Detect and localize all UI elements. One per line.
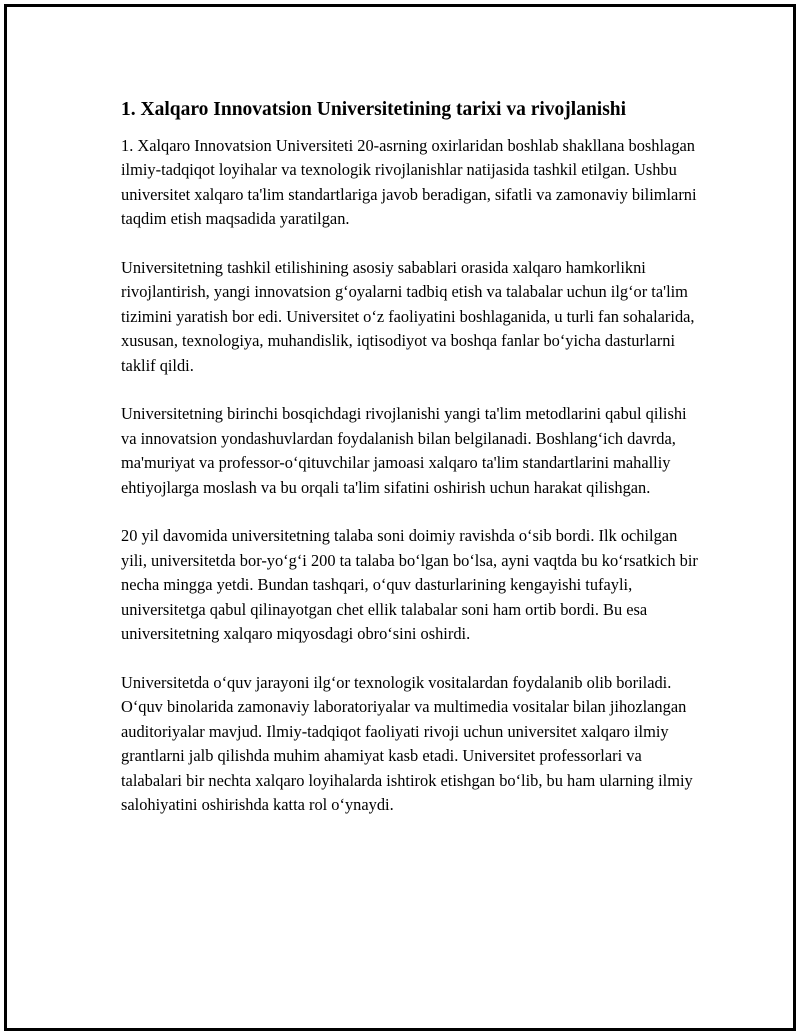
paragraph-intro: 1. Xalqaro Innovatsion Universiteti 20-asrning oxirlaridan boshlab shakllana boshlagan ilmiy-tadqiqot loyihalar va texnologik rivojlanishlar natijasida tashkil etilgan. Ushbu universitet xalqaro ta'lim standartlariga javob beradigan, sifatli va zamonaviy bilimlarni taqdim etish maqsadida yaratilgan. xyxy=(121,136,697,229)
page-frame xyxy=(4,4,796,1031)
paragraph-facilities: Universitetda o‘quv jarayoni ilg‘or texnologik vositalardan foydalanib olib boriladi. O‘quv binolarida zamonaviy laboratoriyalar va multimedia vositalar bilan jihozlangan auditoriyalar mavjud. Ilmiy-tadqiqot faoliyati rivoji uchun universitet xalqaro ilmiy grantlarni jalb qilishda muhim ahamiyat kasb etadi. Universitet professorlari va talabalari bir nechta xalqaro loyihalarda ishtirok etishgan bo‘lib, bu ham ularning ilmiy salohiyatini oshirishda katta rol o‘ynaydi. xyxy=(121,672,693,814)
paragraph-first-stage: Universitetning birinchi bosqichdagi rivojlanishi yangi ta'lim metodlarini qabul qilishi va innovatsion yondashuvlardan foydalanish bilan belgilanadi. Boshlang‘ich davrda, ma'muriyat va professor-o‘qituvchilar jamoasi xalqaro ta'lim standartlarini mahalliy ehtiyojlarga moslash va bu orqali ta'lim sifatini oshirish uchun harakat qilishgan. xyxy=(121,404,687,497)
paragraph-student-growth: 20 yil davomida universitetning talaba soni doimiy ravishda o‘sib bordi. Ilk ochilgan yili, universitetda bor-yo‘g‘i 200 ta talaba bo‘lgan bo‘lsa, ayni vaqtda bu ko‘rsatkich bir necha mingga yetdi. Bundan tashqari, o‘quv dasturlarining kengayishi tufayli, universitetga qabul qilinayotgan chet ellik talabalar soni ham ortib bordi. Bu esa universitetning xalqaro miqyosdagi obro‘sini oshirdi. xyxy=(121,526,698,644)
section-heading: 1. Xalqaro Innovatsion Universitetining tarixi va rivojlanishi xyxy=(121,99,627,120)
paragraph-reasons: Universitetning tashkil etilishining asosiy sabablari orasida xalqaro hamkorlikni rivojlantirish, yangi innovatsion g‘oyalarni tadbiq etish va talabalar uchun ilg‘or ta'lim tizimini yaratish bor edi. Universitet o‘z faoliyatini boshlaganida, u turli fan sohalarida, xususan, texnologiya, muhandislik, iqtisodiyot va boshqa fanlar bo‘yicha dasturlarni taklif qildi. xyxy=(121,258,695,375)
document-body xyxy=(121,97,701,842)
